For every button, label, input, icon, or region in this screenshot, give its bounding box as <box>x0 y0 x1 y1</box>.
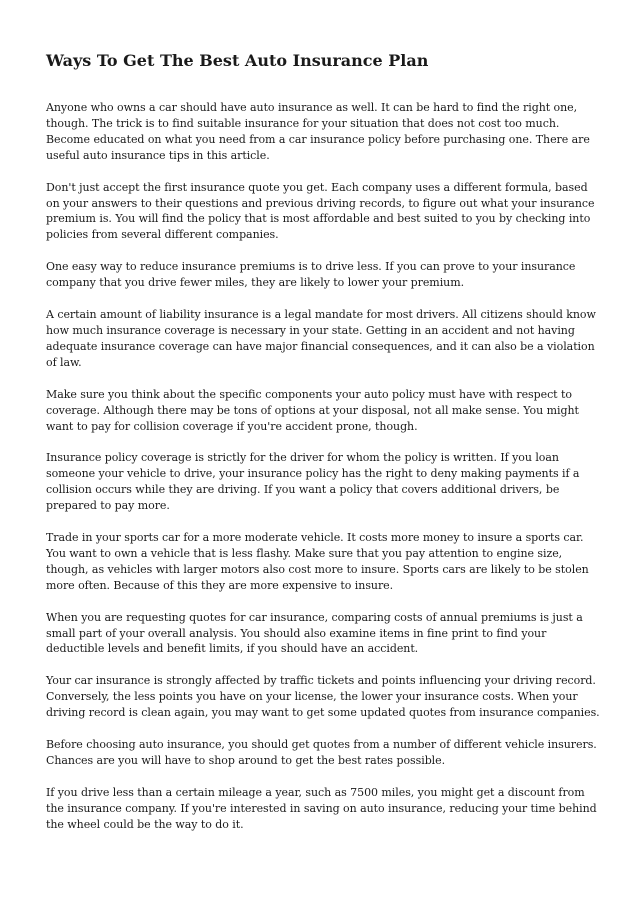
paragraph: Make sure you think about the specific components your auto policy must have with respect to coverage. Although there may be tons of options at your disposal, not all make sense. You might want to pay for collision coverage if you're accident prone, though. <box>46 387 579 433</box>
paragraph: Insurance policy coverage is strictly for the driver for whom the policy is written. If you loan someone your vehicle to drive, your insurance policy has the right to deny making payments if a collision occurs while they are driving. If you want a policy that covers additional drivers, be prepared to pay more. <box>46 451 580 513</box>
paragraph: Your car insurance is strongly affected by traffic tickets and points influencing your driving record. Conversely, the less points you have on your license, the lower your insurance costs. When your driving record is clean again, you may want to get some updated quotes from insurance companies. <box>46 674 600 720</box>
paragraph: Before choosing auto insurance, you should get quotes from a number of different vehicle insurers. Chances are you will have to shop around to get the best rates possible. <box>46 738 597 767</box>
paragraph: If you drive less than a certain mileage a year, such as 7500 miles, you might get a discount from the insurance company. If you're interested in saving on auto insurance, reducing your time behind the wheel could be the way to do it. <box>46 785 597 831</box>
document-title: Ways To Get The Best Auto Insurance Plan <box>46 51 429 70</box>
paragraph: When you are requesting quotes for car insurance, comparing costs of annual premiums is just a small part of your overall analysis. You should also examine items in fine print to find your deductible levels and benefit limits, if you should have an accident. <box>46 610 583 656</box>
paragraph: Don't just accept the first insurance quote you get. Each company uses a different formula, based on your answers to their questions and previous driving records, to figure out what your insurance premium is. You will find the policy that is most affordable and best suited to you by checking into policies from several different companies. <box>46 180 595 242</box>
document-body <box>46 100 602 833</box>
paragraph: A certain amount of liability insurance is a legal mandate for most drivers. All citizens should know how much insurance coverage is necessary in your state. Getting in an accident and not having adequate insurance coverage can have major financial consequences, and it can also be a violation of law. <box>46 308 596 369</box>
document-content <box>46 51 602 849</box>
paragraph: One easy way to reduce insurance premiums is to drive less. If you can prove to your insurance company that you drive fewer miles, they are likely to lower your premium. <box>46 260 576 290</box>
paragraph: Anyone who owns a car should have auto insurance as well. It can be hard to find the right one, though. The trick is to find suitable insurance for your situation that does not cost too much. Become educated on what you need from a car insurance policy before purchasing one. There are useful auto insurance tips in this article. <box>46 101 590 162</box>
paragraph: Trade in your sports car for a more moderate vehicle. It costs more money to insure a sports car. You want to own a vehicle that is less flashy. Make sure that you pay attention to engine size, though, as vehicles with larger motors also cost more to insure. Sports cars are likely to be stolen more often. Because of this they are more expensive to insure. <box>46 531 589 592</box>
